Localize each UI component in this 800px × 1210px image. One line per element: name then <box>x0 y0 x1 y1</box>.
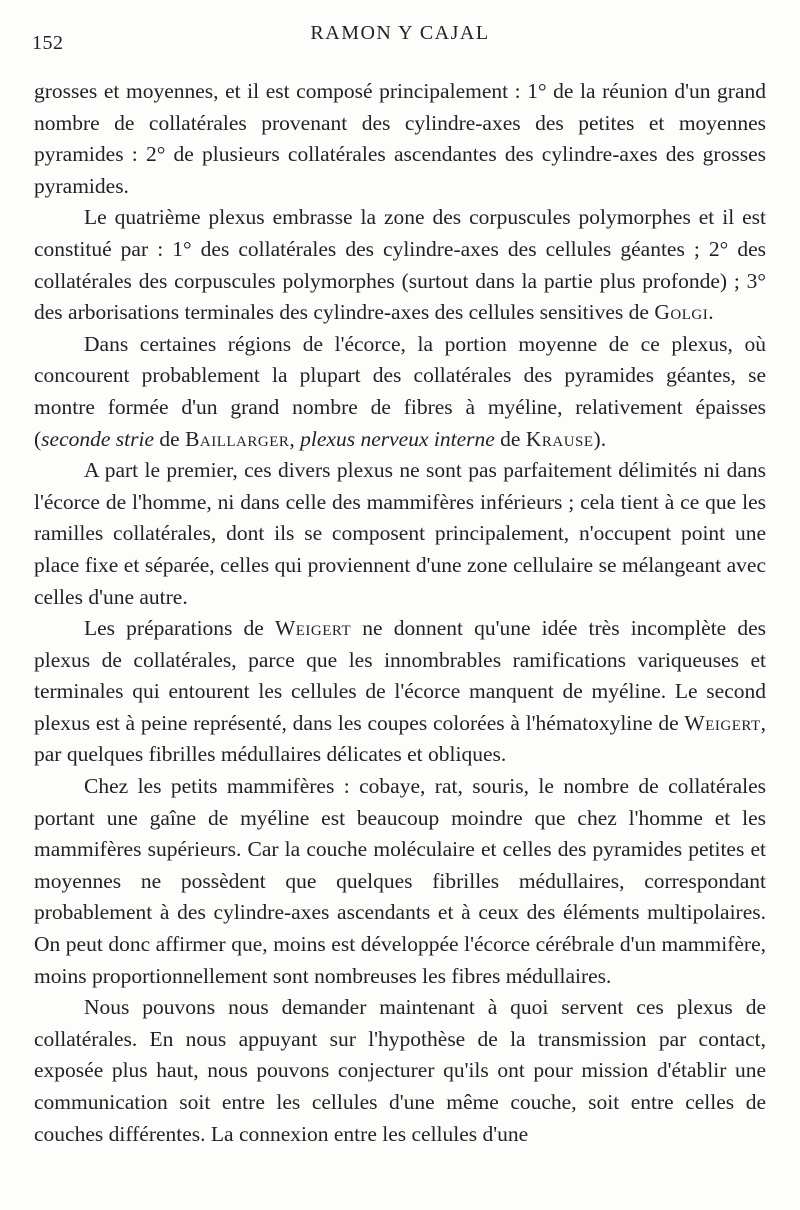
paragraph <box>34 613 766 771</box>
author-name: Krause <box>525 426 594 451</box>
running-head: RAMON Y CAJAL <box>310 22 490 44</box>
text-run: de <box>494 426 526 451</box>
paragraph <box>34 329 766 455</box>
body-text <box>34 76 766 1150</box>
text-run: ). <box>593 426 607 451</box>
text-run: ne donnent qu'une idée très incomplète des plexus de collatérales, parce que les innombrables ramifications variqueuses et terminales qui entourent les cellules de l'écorce manquent de myéline. Le second plexus est à peine représenté, dans les coupes colorées à l'hématoxyline de <box>34 616 766 735</box>
paragraph <box>34 771 766 992</box>
italic-term: plexus nerveux interne <box>300 426 495 451</box>
text-run: Le quatrième plexus embrasse la zone des corpuscules polymorphes et il est constitué par : 1° des collatérales des cylindre-axes des cellules géantes ; 2° des collatérales des corpuscules polymorphes (surtout dans la partie plus profonde) ; 3° des arborisations terminales des cylindre-axes des cellules sensitives de <box>34 205 766 325</box>
author-name: Baillarger <box>185 426 290 451</box>
text-run: , par quelques fibrilles médullaires délicates et obliques. <box>34 710 766 767</box>
text-run: , <box>289 426 301 451</box>
text-run: . <box>708 300 714 325</box>
text-run: de <box>154 426 186 451</box>
paragraph <box>34 992 766 1150</box>
text-run: A part le premier, ces divers plexus ne sont pas parfaitement délimités ni dans l'écorce de l'homme, ni dans celle des mammifères inférieurs ; cela tient à ce que les ramilles collatérales, dont ils se composent principalement, n'occupent point une place fixe et séparée, celles qui proviennent d'une zone cellulaire se mélangeant avec celles d'une autre. <box>34 458 766 609</box>
text-run: Chez les petits mammifères : cobaye, rat, souris, le nombre de collatérales portant une gaîne de myéline est beaucoup moindre que chez l'homme et les mammifères supérieurs. Car la couche moléculaire et celles des pyramides petites et moyennes ne possèdent que quelques fibrilles médullaires, correspondant probablement à des cylindre-axes ascendants et à ceux des éléments multipolaires. On peut donc affirmer que, moins est développée l'écorce cérébrale d'un mammifère, moins proportionnellement sont nombreuses les fibres médullaires. <box>34 774 766 988</box>
italic-term: seconde strie <box>41 426 155 451</box>
author-name: Golgi <box>654 300 709 325</box>
page-number: 152 <box>32 32 64 54</box>
paragraph <box>34 455 766 613</box>
text-run: Les préparations de <box>84 616 275 641</box>
page-header <box>0 20 800 60</box>
paragraph <box>34 76 766 202</box>
text-run: grosses et moyennes, et il est composé principalement : 1° de la réunion d'un grand nombre de collatérales provenant des cylindre-axes des petites et moyennes pyramides : 2° de plusieurs collatérales ascendantes des cylindre-axes des grosses pyramides. <box>34 79 766 198</box>
text-run: Nous pouvons nous demander maintenant à quoi servent ces plexus de collatérales. En nous appuyant sur l'hypothèse de la transmission par contact, exposée plus haut, nous pouvons conjecturer qu'ils ont pour mission d'établir une communication soit entre les cellules d'une même couche, soit entre celles de couches différentes. La connexion entre les cellules d'une <box>34 995 766 1146</box>
author-name: Weigert <box>274 616 352 641</box>
text-run: Dans certaines régions de l'écorce, la portion moyenne de ce plexus, où concourent probablement la plupart des collatérales des pyramides géantes, se montre formée d'un grand nombre de fibres à myéline, relativement épaisses ( <box>34 331 766 451</box>
paragraph <box>34 202 766 328</box>
author-name: Weigert <box>684 710 761 735</box>
